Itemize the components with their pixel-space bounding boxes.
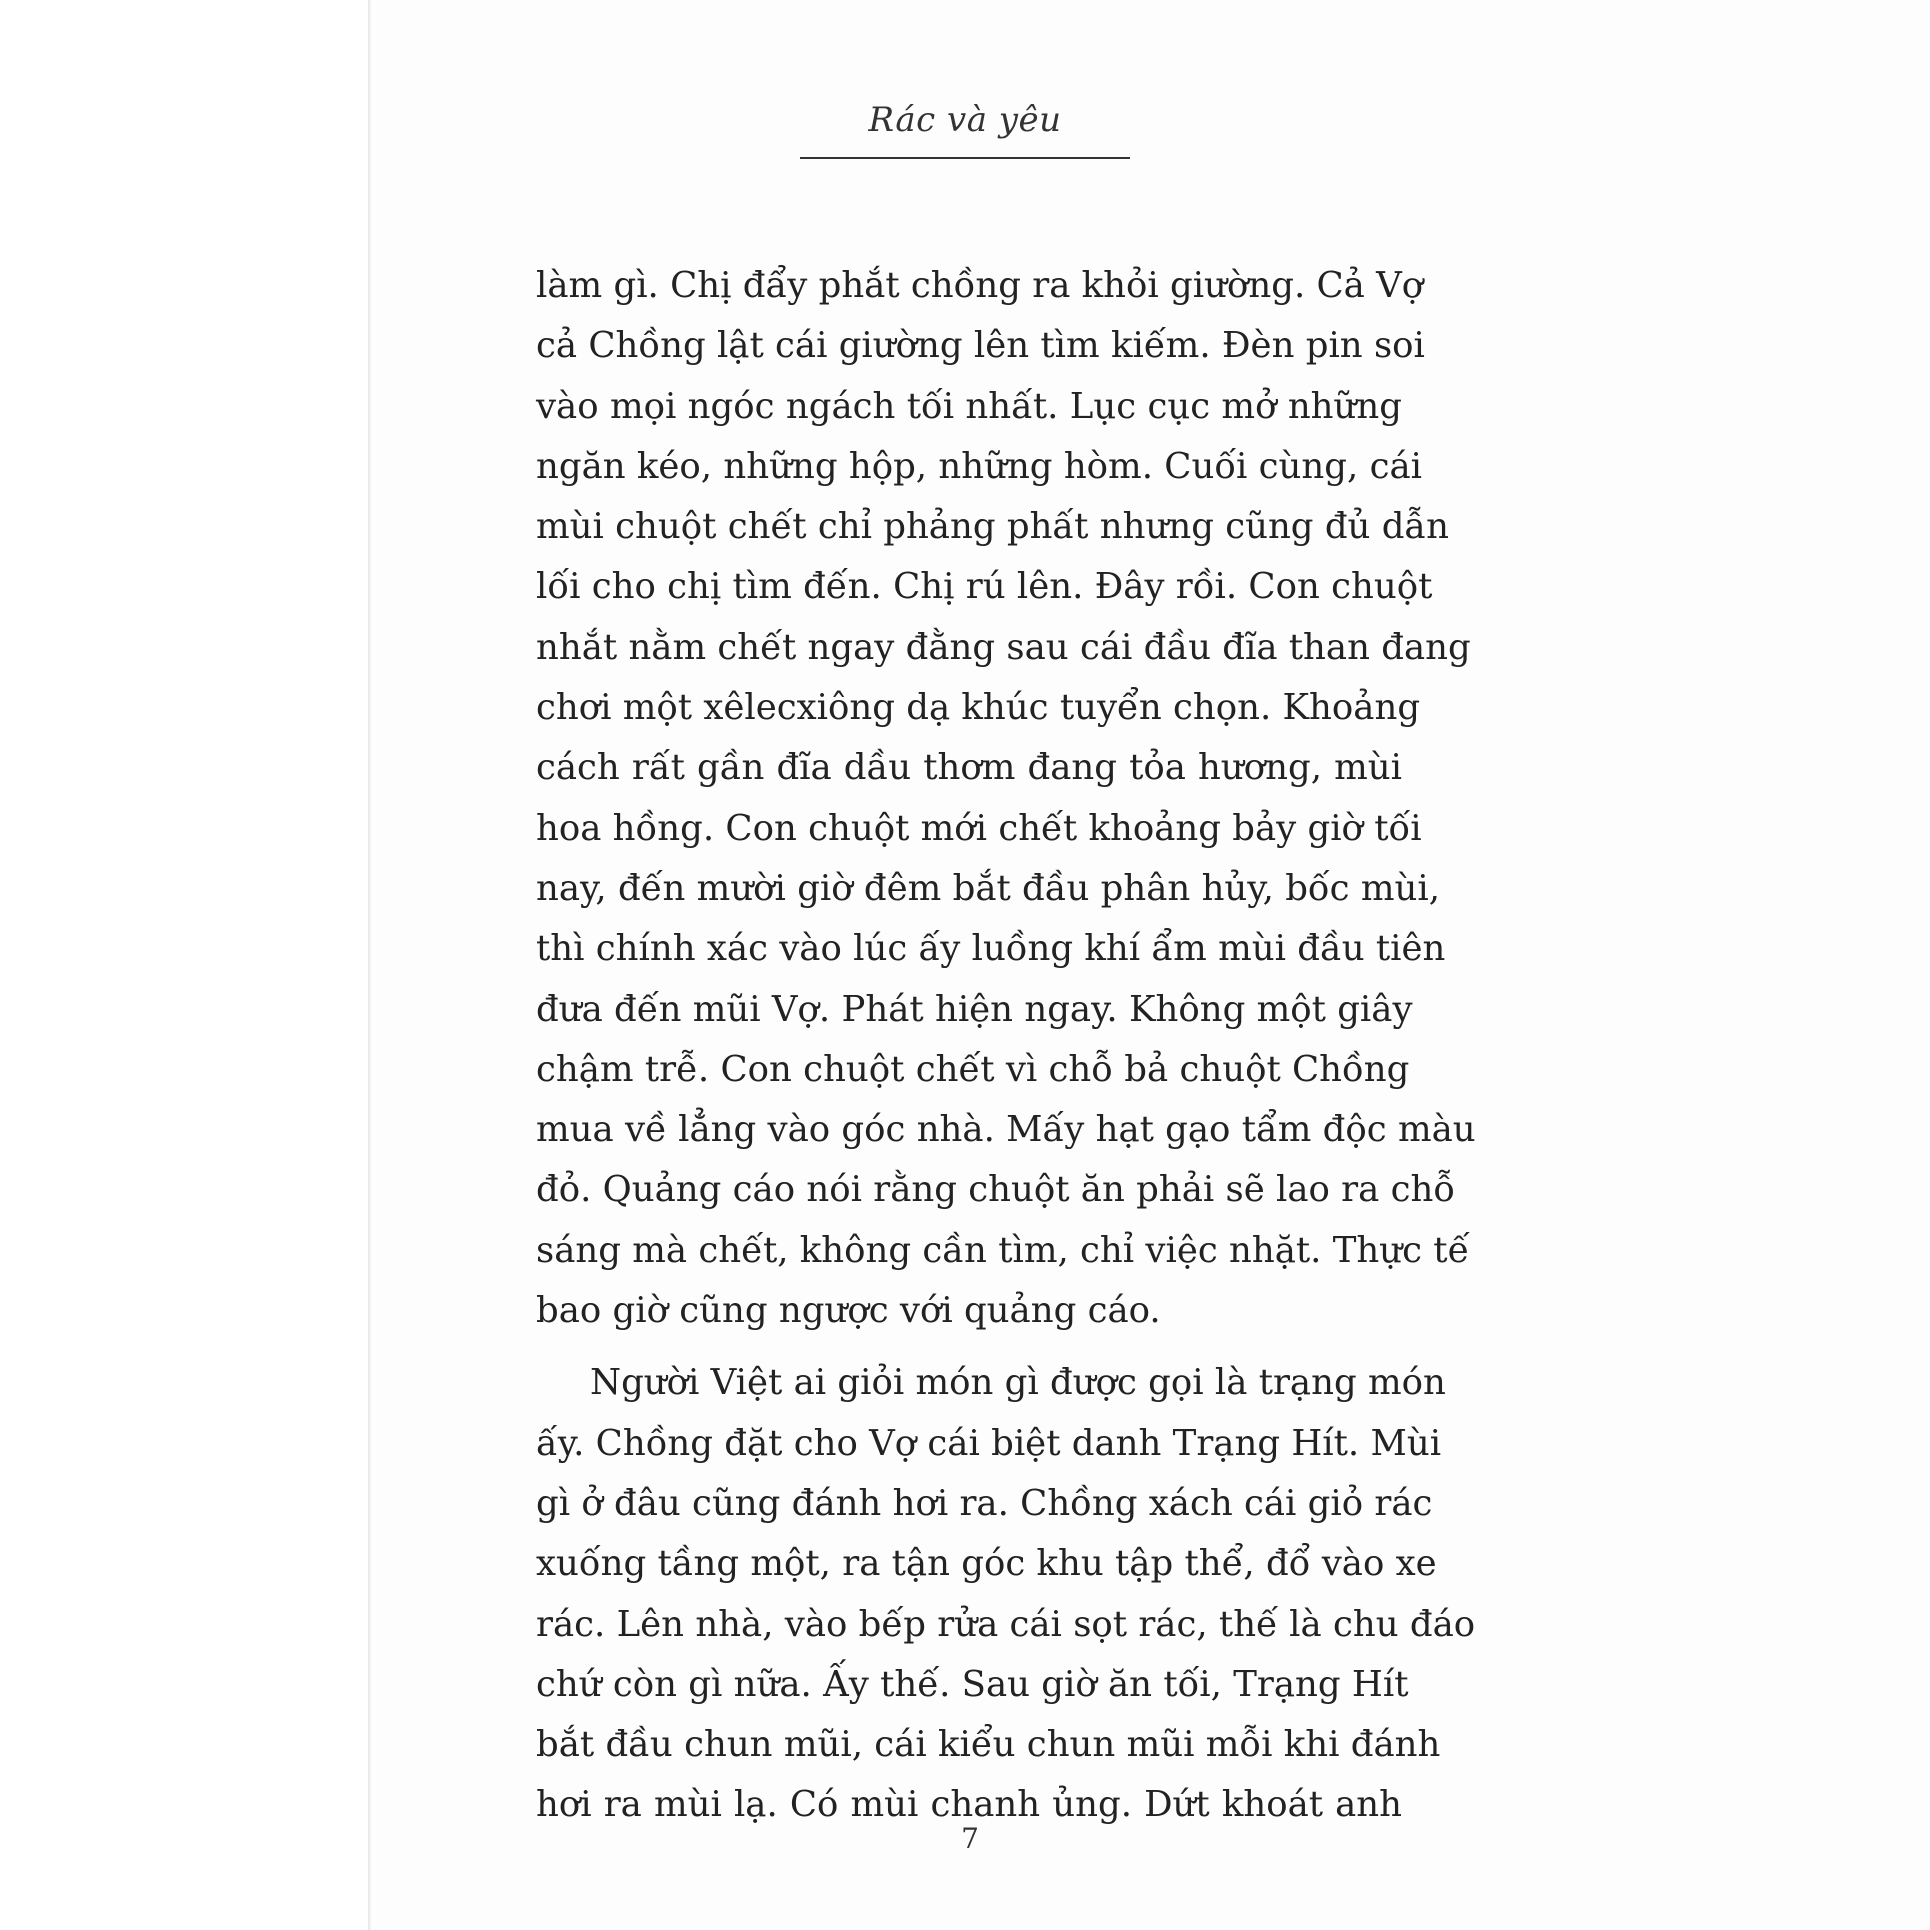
text-line: mua về lẳng vào góc nhà. Mấy hạt gạo tẩm độc màu: [536, 1109, 1476, 1151]
text-line: hơi ra mùi lạ. Có mùi chanh ủng. Dứt khoát anh: [536, 1784, 1402, 1826]
text-line: mùi chuột chết chỉ phảng phất nhưng cũng đủ dẫn: [536, 506, 1450, 548]
page-number: 7: [961, 1822, 979, 1855]
text-line: bắt đầu chun mũi, cái kiểu chun mũi mỗi khi đánh: [536, 1724, 1441, 1766]
text-line: chậm trễ. Con chuột chết vì chỗ bả chuột Chồng: [536, 1048, 1410, 1090]
text-line: hoa hồng. Con chuột mới chết khoảng bảy giờ tối: [536, 807, 1422, 849]
text-line: nay, đến mười giờ đêm bắt đầu phân hủy, bốc mùi,: [536, 867, 1440, 909]
page-edge: [368, 0, 371, 1930]
text-line: vào mọi ngóc ngách tối nhất. Lục cục mở những: [536, 385, 1402, 427]
text-line: chơi một xêlecxiông dạ khúc tuyển chọn. Khoảng: [536, 687, 1421, 729]
text-line: ngăn kéo, những hộp, những hòm. Cuối cùng, cái: [536, 445, 1422, 487]
running-head: Rác và yêu: [868, 100, 1062, 140]
text-line: sáng mà chết, không cần tìm, chỉ việc nhặt. Thực tế: [536, 1229, 1470, 1271]
text-line: cách rất gần đĩa dầu thơm đang tỏa hương, mùi: [536, 747, 1402, 789]
text-line: nhắt nằm chết ngay đằng sau cái đầu đĩa than đang: [536, 626, 1471, 668]
text-line: ấy. Chồng đặt cho Vợ cái biệt danh Trạng Hít. Mùi: [536, 1422, 1442, 1464]
paragraph-gap: [536, 1341, 1402, 1353]
text-line: đưa đến mũi Vợ. Phát hiện ngay. Không một giây: [536, 988, 1413, 1030]
text-line: rác. Lên nhà, vào bếp rửa cái sọt rác, thế là chu đáo: [536, 1603, 1476, 1645]
paragraph-2: [536, 1353, 1476, 1835]
text-line: bao giờ cũng ngược với quảng cáo.: [536, 1290, 1161, 1332]
text-line: Người Việt ai giỏi món gì được gọi là trạng món: [590, 1362, 1446, 1404]
text-line: thì chính xác vào lúc ấy luồng khí ẩm mùi đầu tiên: [536, 928, 1446, 970]
text-line: gì ở đâu cũng đánh hơi ra. Chồng xách cái giỏ rác: [536, 1482, 1433, 1524]
text-line: chứ còn gì nữa. Ấy thế. Sau giờ ăn tối, Trạng Hít: [536, 1663, 1409, 1705]
text-line: đỏ. Quảng cáo nói rằng chuột ăn phải sẽ lao ra chỗ: [536, 1169, 1456, 1211]
text-line: lối cho chị tìm đến. Chị rú lên. Đây rồi. Con chuột: [536, 566, 1433, 608]
text-line: xuống tầng một, ra tận góc khu tập thể, đổ vào xe: [536, 1543, 1437, 1585]
running-head-rule: [800, 157, 1130, 159]
text-line: cả Chồng lật cái giường lên tìm kiếm. Đèn pin soi: [536, 325, 1425, 367]
paragraph-1: [536, 256, 1476, 1341]
text-line: làm gì. Chị đẩy phắt chồng ra khỏi giường. Cả Vợ: [536, 265, 1424, 306]
body-text: [536, 256, 1476, 1836]
